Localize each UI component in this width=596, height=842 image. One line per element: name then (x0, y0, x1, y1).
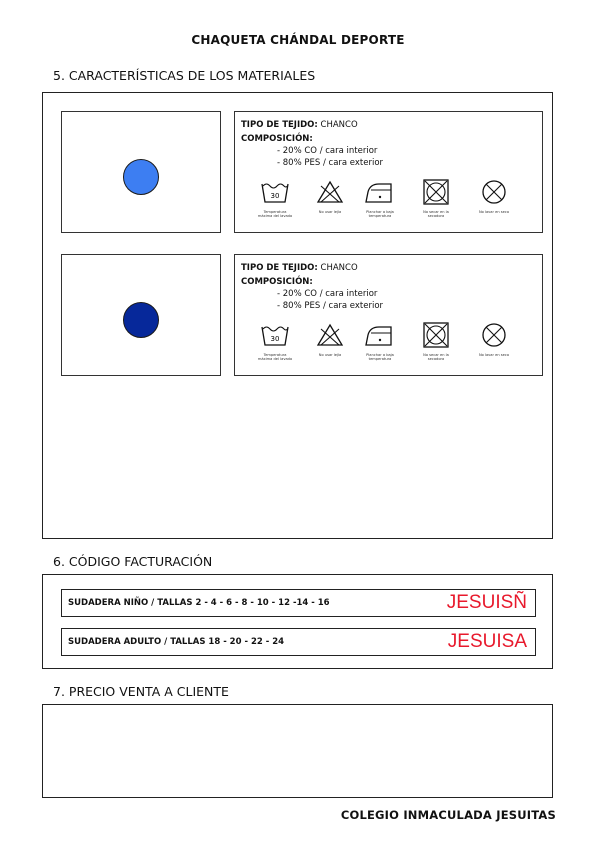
care-label: No secar en la secadora (423, 353, 449, 362)
school-footer: COLEGIO INMACULADA JESUITAS (340, 808, 556, 822)
composition-item: - 80% PES / cara exterior (277, 158, 384, 168)
care-label: No usar lejía (318, 210, 342, 214)
document-title: CHAQUETA CHÁNDAL DEPORTE (191, 33, 405, 47)
billing-description: SUDADERA ADULTO / TALLAS 18 - 20 - 22 - 24 (68, 637, 285, 647)
composition-item: - 20% CO / cara interior (277, 146, 378, 156)
color-swatch-box (61, 111, 221, 233)
billing-heading: 6. CÓDIGO FACTURACIÓN (53, 554, 213, 569)
color-swatch-dark-blue (123, 302, 159, 338)
composition-item: - 20% CO / cara interior (277, 289, 378, 299)
billing-description: SUDADERA NIÑO / TALLAS 2 - 4 - 6 - 8 - 10 - 12 -14 - 16 (68, 598, 330, 608)
fabric-type-value: CHANCO (320, 120, 358, 130)
color-swatch-light-blue (123, 159, 159, 195)
no-tumble-dry-icon (421, 321, 451, 349)
no-bleach-icon (315, 178, 345, 206)
fabric-type (241, 263, 358, 273)
billing-row (61, 628, 536, 656)
iron-low-icon (363, 321, 393, 349)
material-spec-box (234, 111, 543, 233)
wash-temp: 30 (270, 335, 280, 343)
price-box (42, 704, 553, 798)
wash-30-icon (260, 178, 290, 206)
billing-code: JESUISÑ (446, 592, 527, 613)
fabric-type-value: CHANCO (320, 263, 358, 273)
no-bleach-icon (315, 321, 345, 349)
billing-code: JESUISA (447, 631, 527, 652)
care-label: No secar en la secadora (423, 210, 449, 219)
care-label: No lavar en seco (478, 353, 510, 357)
color-swatch-box (61, 254, 221, 376)
composition-label: COMPOSICIÓN: (241, 277, 313, 287)
no-dry-clean-icon (479, 321, 509, 349)
wash-temp: 30 (270, 192, 280, 200)
care-label: Temperatura máxima del lavado (257, 353, 293, 362)
billing-row (61, 589, 536, 617)
care-label: No lavar en seco (478, 210, 510, 214)
no-dry-clean-icon (479, 178, 509, 206)
care-label: Planchar a baja temperatura (366, 210, 394, 219)
care-label: Planchar a baja temperatura (366, 353, 394, 362)
iron-low-icon (363, 178, 393, 206)
care-label: No usar lejía (318, 353, 342, 357)
fabric-type-label: TIPO DE TEJIDO: (241, 120, 318, 130)
composition-label: COMPOSICIÓN: (241, 134, 313, 144)
care-label: Temperatura máxima del lavado (257, 210, 293, 219)
no-tumble-dry-icon (421, 178, 451, 206)
materials-heading: 5. CARACTERÍSTICAS DE LOS MATERIALES (53, 68, 316, 83)
fabric-type-label: TIPO DE TEJIDO: (241, 263, 318, 273)
material-spec-box (234, 254, 543, 376)
fabric-type (241, 120, 358, 130)
price-heading: 7. PRECIO VENTA A CLIENTE (53, 684, 229, 699)
wash-30-icon (260, 321, 290, 349)
composition-item: - 80% PES / cara exterior (277, 301, 384, 311)
